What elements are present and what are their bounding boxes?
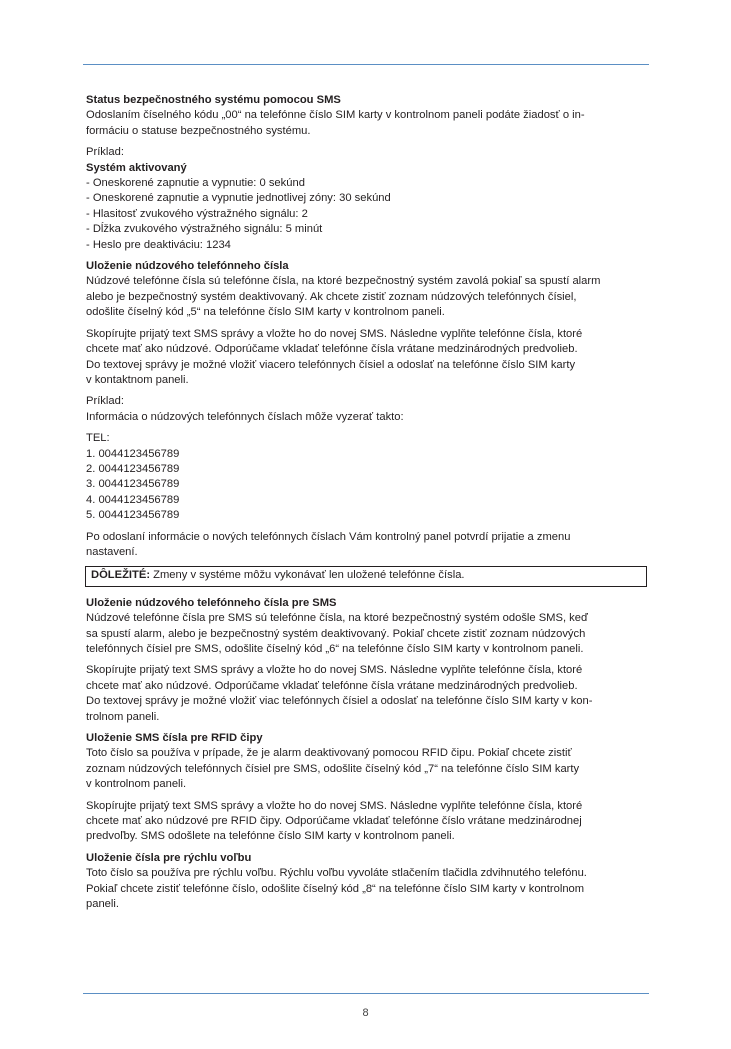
section-heading-emergency-sms: Uloženie núdzového telefónneho čísla pre SMS bbox=[86, 596, 337, 609]
paragraph-line: telefónnych čísiel pre SMS, odošlite číselný kód „6“ na telefónne číslo SIM karty v kontrolnom paneli. bbox=[86, 643, 584, 655]
paragraph-line: Do textovej správy je možné vložiť viac telefónnych čísiel a odoslať na telefónne číslo SIM karty v kon- bbox=[86, 695, 593, 708]
list-item: - Hlasitosť zvukového výstražného signálu: 2 bbox=[86, 207, 308, 220]
paragraph-line: Núdzové telefónne čísla pre SMS sú telefónne čísla, na ktoré bezpečnostný systém odošle SMS, keď bbox=[86, 612, 588, 625]
example-list bbox=[86, 176, 647, 253]
tel-item: 4. 0044123456789 bbox=[86, 493, 180, 506]
tel-item: 5. 0044123456789 bbox=[86, 509, 180, 522]
paragraph-line: alebo je bezpečnostný systém deaktivovaný. Ak chcete zistiť zoznam núdzových telefónnych čísiel, bbox=[86, 290, 577, 303]
header-rule bbox=[83, 64, 649, 65]
page-number: 8 bbox=[362, 1007, 369, 1019]
page-content bbox=[86, 93, 647, 913]
section-heading-status: Status bezpečnostného systému pomocou SMS bbox=[86, 94, 341, 106]
paragraph-line: zoznam núdzových telefónnych čísiel pre SMS, odošlite číselný kód „7“ na telefónne číslo SIM karty bbox=[86, 762, 580, 775]
paragraph-line: Toto číslo sa používa pre rýchlu voľbu. Rýchlu voľbu vyvoláte stlačením tlačidla zdvihnutého telefónu. bbox=[86, 867, 587, 880]
tel-item: 2. 0044123456789 bbox=[86, 462, 180, 475]
paragraph-line: Toto číslo sa používa v prípade, že je alarm deaktivovaný pomocou RFID čipu. Pokiaľ chcete zistiť bbox=[86, 747, 572, 760]
paragraph-line: chcete mať ako núdzové. Odporúčame vkladať telefónne čísla vrátane medzinárodných predvolieb. bbox=[86, 343, 578, 356]
tel-item: 3. 0044123456789 bbox=[86, 478, 180, 491]
list-item: - Oneskorené zapnutie a vypnutie: 0 sekúnd bbox=[86, 177, 305, 190]
paragraph-line: formáciu o statuse bezpečnostného systému. bbox=[86, 124, 311, 137]
paragraph-line: paneli. bbox=[86, 898, 119, 911]
paragraph-line: Odoslaním číselného kódu „00“ na telefónne číslo SIM karty v kontrolnom paneli podáte žiadosť o in- bbox=[86, 109, 585, 122]
list-item: - Heslo pre deaktiváciu: 1234 bbox=[86, 238, 231, 251]
paragraph-line: chcete mať ako núdzové pre RFID čipy. Odporúčame vkladať telefónne číslo vrátane medzinárodnej bbox=[86, 815, 582, 828]
tel-label: TEL: bbox=[86, 432, 110, 445]
paragraph-line: Núdzové telefónne čísla sú telefónne čísla, na ktoré bezpečnostný systém zavolá pokiaľ sa spustí alarm bbox=[86, 275, 601, 288]
paragraph-line: Skopírujte prijatý text SMS správy a vložte ho do novej SMS. Následne vyplňte telefónne čísla, ktoré bbox=[86, 799, 583, 812]
tel-item: 1. 0044123456789 bbox=[86, 447, 180, 460]
section-heading-speed-dial: Uloženie čísla pre rýchlu voľbu bbox=[86, 851, 252, 864]
paragraph-line: Do textovej správy je možné vložiť viacero telefónnych čísiel a odoslať na telefónne číslo SIM karty bbox=[86, 358, 576, 371]
paragraph-line: chcete mať ako núdzové. Odporúčame vkladať telefónne čísla vrátane medzinárodných predvolieb. bbox=[86, 679, 578, 692]
footer-rule bbox=[83, 993, 649, 994]
example-text: Informácia o núdzových telefónnych číslach môže vyzerať takto: bbox=[86, 410, 404, 423]
tel-list bbox=[86, 431, 647, 523]
notice-text: Zmeny v systéme môžu vykonávať len uložené telefónne čísla. bbox=[150, 569, 465, 582]
example-label: Príklad: bbox=[86, 146, 124, 159]
section-heading-emergency-number: Uloženie núdzového telefónneho čísla bbox=[86, 260, 289, 273]
paragraph-line: Skopírujte prijatý text SMS správy a vložte ho do novej SMS. Následne vyplňte telefónne čísla, ktoré bbox=[86, 327, 583, 340]
paragraph-line: nastavení. bbox=[86, 545, 138, 558]
paragraph-line: trolnom paneli. bbox=[86, 710, 160, 723]
paragraph-line: v kontaktnom paneli. bbox=[86, 373, 189, 386]
paragraph-line: Pokiaľ chcete zistiť telefónne číslo, odošlite číselný kód „8“ na telefónne číslo SIM karty v kontrolnom bbox=[86, 882, 585, 895]
paragraph-line: Po odoslaní informácie o nových telefónnych číslach Vám kontrolný panel potvrdí prijatie a zmenu bbox=[86, 530, 571, 543]
paragraph-line: sa spustí alarm, alebo je bezpečnostný systém deaktivovaný. Pokiaľ chcete zistiť zoznam núdzových bbox=[86, 627, 586, 640]
paragraph-line: Skopírujte prijatý text SMS správy a vložte ho do novej SMS. Následne vyplňte telefónne čísla, ktoré bbox=[86, 664, 583, 677]
list-item: - Oneskorené zapnutie a vypnutie jednotlivej zóny: 30 sekúnd bbox=[86, 192, 391, 205]
paragraph-line: predvoľby. SMS odošlete na telefónne číslo SIM karty v kontrolnom paneli. bbox=[86, 830, 455, 843]
section-heading-rfid: Uloženie SMS čísla pre RFID čipy bbox=[86, 732, 263, 745]
example-title: Systém aktivovaný bbox=[86, 161, 187, 174]
important-notice bbox=[85, 566, 647, 586]
notice-label: DÔLEŽITÉ: bbox=[91, 569, 151, 582]
list-item: - Dĺžka zvukového výstražného signálu: 5 minút bbox=[86, 223, 323, 236]
paragraph-line: odošlite číselný kód „5“ na telefónne číslo SIM karty v kontrolnom paneli. bbox=[86, 306, 445, 319]
paragraph-line: v kontrolnom paneli. bbox=[86, 778, 187, 791]
example-label: Príklad: bbox=[86, 395, 124, 408]
